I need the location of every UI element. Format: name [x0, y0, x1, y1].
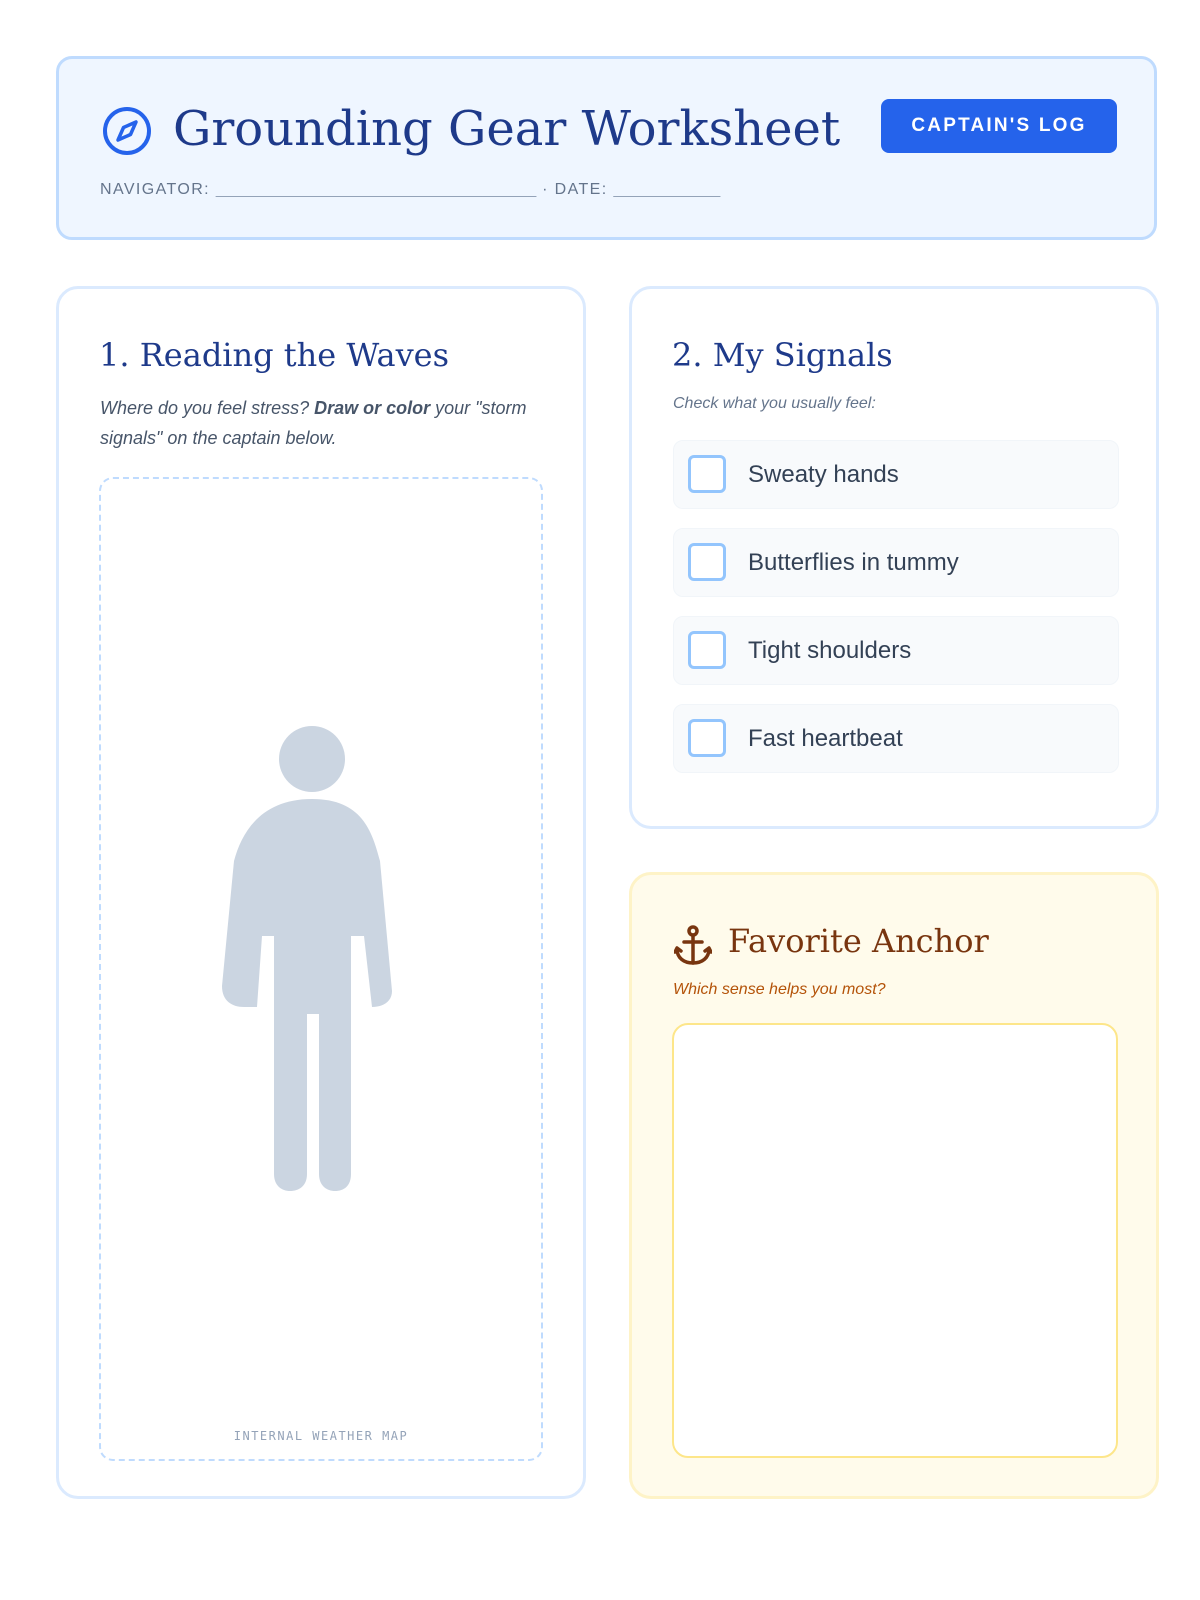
signal-label: Butterflies in tummy — [748, 549, 959, 576]
date-blank[interactable]: ____________ — [613, 181, 721, 198]
signal-label: Tight shoulders — [748, 637, 912, 664]
favorite-anchor-card — [629, 872, 1159, 1499]
reading-the-waves-title: 1. Reading the Waves — [99, 336, 449, 374]
meta-separator: · — [542, 181, 549, 198]
instruction-text-end: your "storm signals" on the captain below. — [100, 398, 527, 448]
signal-item-sweaty-hands[interactable] — [673, 440, 1119, 509]
signal-item-fast-heartbeat[interactable] — [673, 704, 1119, 773]
navigator-date-line — [100, 181, 720, 199]
favorite-anchor-instruction: Which sense helps you most? — [673, 981, 886, 998]
compass-icon — [101, 105, 153, 157]
signal-label: Sweaty hands — [748, 461, 899, 488]
favorite-anchor-title: Favorite Anchor — [728, 922, 989, 960]
navigator-blank[interactable]: ____________________________________ — [215, 181, 537, 198]
signal-checkbox[interactable] — [688, 719, 726, 757]
instruction-emphasis: Draw or color — [314, 398, 431, 418]
captains-log-button[interactable]: CAPTAIN'S LOG — [881, 99, 1117, 153]
worksheet-title: Grounding Gear Worksheet — [173, 101, 841, 157]
my-signals-instruction: Check what you usually feel: — [673, 395, 876, 412]
signal-item-tight-shoulders[interactable] — [673, 616, 1119, 685]
anchor-icon — [674, 925, 712, 967]
signal-label: Fast heartbeat — [748, 725, 903, 752]
reading-the-waves-card — [56, 286, 586, 1499]
favorite-anchor-answer-box[interactable] — [672, 1023, 1118, 1458]
signal-checkbox[interactable] — [688, 455, 726, 493]
signal-checkbox[interactable] — [688, 631, 726, 669]
person-silhouette-icon — [222, 726, 402, 1206]
internal-weather-map-caption: INTERNAL WEATHER MAP — [233, 1429, 409, 1443]
worksheet-header — [56, 56, 1157, 240]
my-signals-card — [629, 286, 1159, 829]
date-label: DATE: — [554, 181, 608, 198]
navigator-label: NAVIGATOR: — [100, 181, 211, 198]
instruction-text-start: Where do you feel stress? — [100, 398, 315, 418]
signal-checkbox[interactable] — [688, 543, 726, 581]
reading-the-waves-instruction — [100, 393, 540, 453]
internal-weather-map-area[interactable] — [99, 477, 543, 1461]
signal-item-butterflies[interactable] — [673, 528, 1119, 597]
my-signals-title: 2. My Signals — [672, 336, 893, 374]
